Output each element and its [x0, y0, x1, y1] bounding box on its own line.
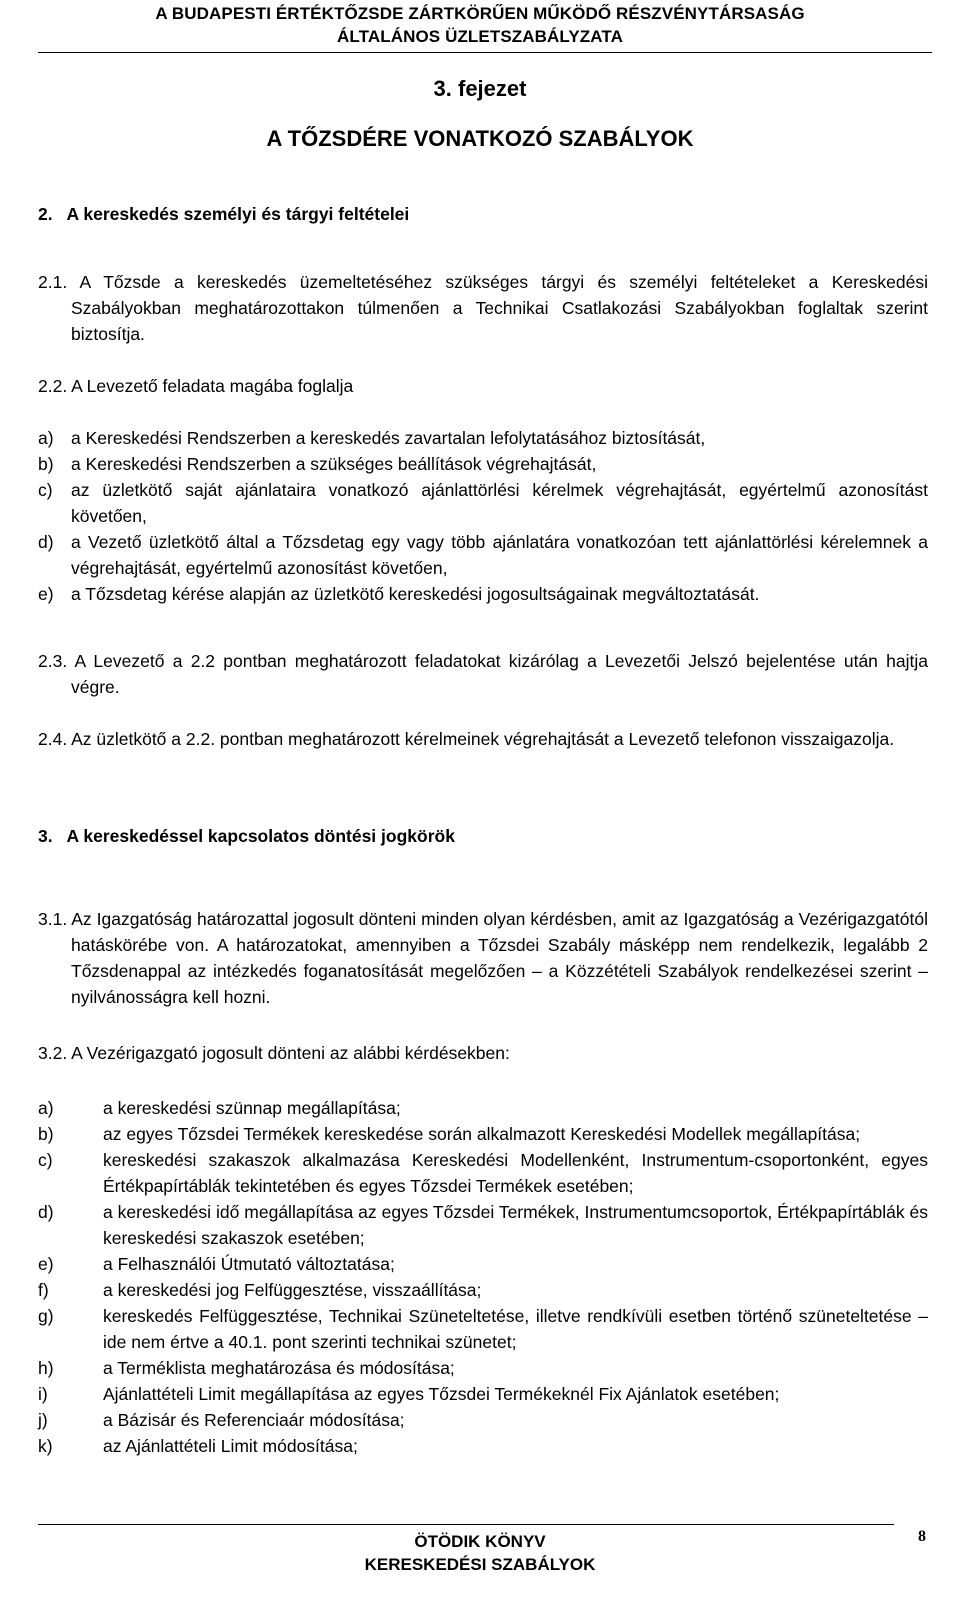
list-item-text: Ajánlattételi Limit megállapítása az egyes Tőzsdei Termékeknél Fix Ajánlatok esetében;: [103, 1384, 780, 1404]
list-item-label: h): [38, 1358, 54, 1378]
list-item-label: e): [38, 1254, 54, 1274]
paragraph-text: 2.1. A Tőzsde a kereskedés üzemeltetéséhez szükséges tárgyi és személyi feltételeket a Kereskedési Szabályokban meghatározottakon túlmenően a Technikai Csatlakozási Szabályokban foglaltak szerint biztosítja.: [38, 272, 928, 344]
footer-book: ÖTÖDIK KÖNYV: [414, 1532, 546, 1551]
list-2-2: [38, 425, 928, 607]
list-item-text: az Ajánlattételi Limit módosítása;: [103, 1436, 358, 1456]
list-item-label: b): [38, 454, 54, 474]
paragraph-2-1: [38, 269, 928, 347]
list-item: [38, 425, 928, 451]
list-item-text: a Bázisár és Referenciaár módosítása;: [103, 1410, 405, 1430]
list-item-text: a Kereskedési Rendszerben a szükséges beállítások végrehajtását,: [71, 454, 597, 474]
list-item-text: a kereskedési jog Felfüggesztése, visszaállítása;: [103, 1280, 482, 1300]
chapter-number: 3. fejezet: [433, 76, 527, 101]
header-title: A BUDAPESTI ÉRTÉKTŐZSDE ZÁRTKÖRŰEN MŰKÖDŐ RÉSZVÉNYTÁRSASÁG: [155, 4, 805, 23]
paragraph-3-1: [38, 906, 928, 1010]
page-number: 8: [918, 1528, 926, 1545]
list-item: [38, 1121, 928, 1147]
header-subtitle: ÁLTALÁNOS ÜZLETSZABÁLYZATA: [337, 27, 623, 46]
list-item-label: g): [38, 1306, 54, 1326]
section-heading-3: 3. A kereskedéssel kapcsolatos döntési jogkörök: [38, 826, 455, 846]
list-item-label: k): [38, 1436, 53, 1456]
paragraph-2-3: [38, 648, 928, 700]
list-item-text: a Kereskedési Rendszerben a kereskedés zavartalan lefolytatásához biztosítását,: [71, 428, 706, 448]
paragraph-3-2: 3.2. A Vezérigazgató jogosult dönteni az alábbi kérdésekben:: [38, 1043, 510, 1063]
list-item-text: kereskedési szakaszok alkalmazása Kereskedési Modellenként, Instrumentum-csoportonként, egyes Értékpapírtáblák tekintetében és egyes Tőzsdei Termékek esetében;: [103, 1150, 928, 1196]
list-item: [38, 1303, 928, 1355]
list-item-label: f): [38, 1280, 49, 1300]
paragraph-text: 3.1. Az Igazgatóság határozattal jogosult dönteni minden olyan kérdésben, amit az Igazgatóság a Vezérigazgatótól hatáskörébe von. A határozatokat, amennyiben a Tőzsdei Szabály másképp nem rendelkezik, legalább 2 Tőzsdenappal az intézkedés foganatosítását megelőzően – a Közzétételi Szabályok rendelkezései szerint – nyilvánosságra kell hozni.: [38, 909, 928, 1007]
list-item-text: a Tőzsdetag kérése alapján az üzletkötő kereskedési jogosultságainak megváltoztatását.: [71, 584, 760, 604]
paragraph-text: 2.3. A Levezető a 2.2 pontban meghatározott feladatokat kizárólag a Levezetői Jelszó bejelentése után hajtja végre.: [38, 651, 928, 697]
list-item: [38, 1407, 928, 1433]
list-item-text: a kereskedési idő megállapítása az egyes Tőzsdei Termékek, Instrumentumcsoportok, Értékpapírtáblák és kereskedési szakaszok esetében;: [103, 1202, 928, 1248]
list-item-label: a): [38, 1098, 54, 1118]
list-item-label: d): [38, 1202, 54, 1222]
list-item: [38, 451, 928, 477]
list-item: [38, 1095, 928, 1121]
list-item-text: a Vezető üzletkötő által a Tőzsdetag egy vagy több ajánlatára vonatkozóan tett ajánlattörlési kérelemnek a végrehajtását, egyértelmű azonosítást követően,: [71, 532, 928, 578]
list-item-label: c): [38, 480, 53, 500]
list-item-text: a Felhasználói Útmutató változtatása;: [103, 1254, 395, 1274]
list-item-label: b): [38, 1124, 54, 1144]
list-item-label: d): [38, 532, 54, 552]
list-3-2: [38, 1095, 928, 1459]
list-item-label: e): [38, 584, 54, 604]
list-item: [38, 1147, 928, 1199]
list-item: [38, 529, 928, 581]
paragraph-2-2: 2.2. A Levezető feladata magába foglalja: [38, 376, 354, 396]
list-item: [38, 477, 928, 529]
footer-divider: [38, 1524, 894, 1525]
list-item-text: a kereskedési szünnap megállapítása;: [103, 1098, 401, 1118]
list-item: [38, 1251, 928, 1277]
list-item: [38, 581, 928, 607]
list-item: [38, 1277, 928, 1303]
list-item: [38, 1355, 928, 1381]
list-item-label: j): [38, 1410, 48, 1430]
list-item-text: kereskedés Felfüggesztése, Technikai Szüneteltetése, illetve rendkívüli esetben történő szüneteltetése – ide nem értve a 40.1. pont szerinti technikai szünetet;: [103, 1306, 928, 1352]
list-item: [38, 1433, 928, 1459]
list-item: [38, 1381, 928, 1407]
paragraph-text: 2.4. Az üzletkötő a 2.2. pontban meghatározott kérelmeinek végrehajtását a Levezető telefonon visszaigazolja.: [38, 729, 895, 749]
list-item-text: az egyes Tőzsdei Termékek kereskedése során alkalmazott Kereskedési Modellek megállapítása;: [103, 1124, 861, 1144]
list-item-label: c): [38, 1150, 53, 1170]
list-item: [38, 1199, 928, 1251]
list-item-text: az üzletkötő saját ajánlataira vonatkozó ajánlattörlési kérelmek végrehajtását, egyértelmű azonosítást követően,: [71, 480, 928, 526]
list-item-label: a): [38, 428, 54, 448]
chapter-title: A TŐZSDÉRE VONATKOZÓ SZABÁLYOK: [266, 126, 694, 151]
paragraph-2-4: [38, 726, 928, 752]
footer-title: KERESKEDÉSI SZABÁLYOK: [364, 1555, 596, 1574]
list-item-text: a Terméklista meghatározása és módosítása;: [103, 1358, 455, 1378]
list-item-label: i): [38, 1384, 48, 1404]
header-divider: [38, 52, 932, 53]
section-heading-2: 2. A kereskedés személyi és tárgyi feltételei: [38, 204, 410, 224]
